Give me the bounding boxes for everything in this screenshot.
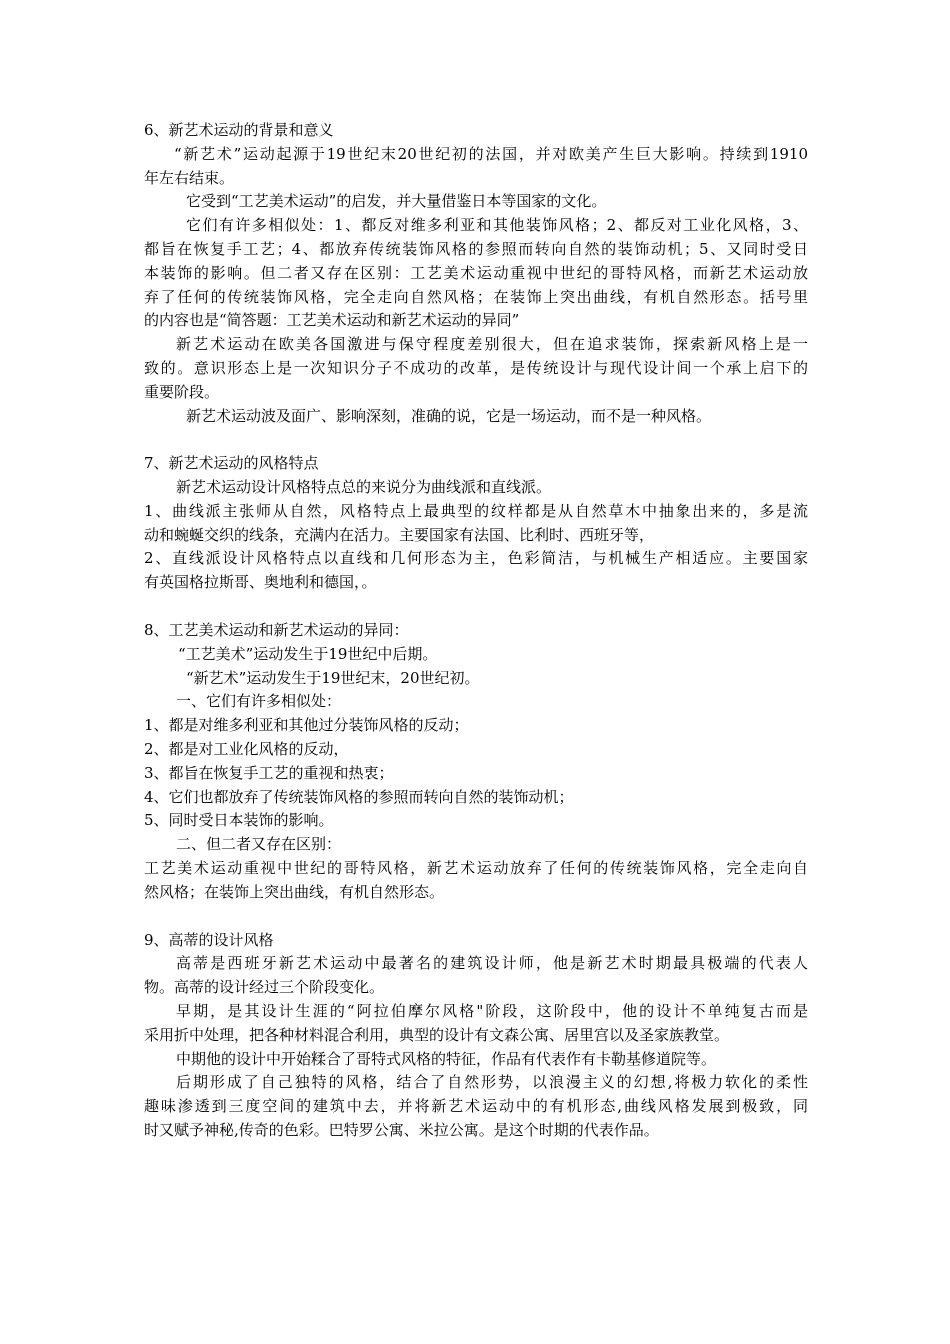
section-heading: 7、新艺术运动的风格特点 (144, 454, 319, 472)
paragraph-line: 1、曲线派主张师从自然，风格特点上最典型的纹样都是从自然草木中抽象出来的，多是流 (144, 502, 808, 520)
paragraph-line: 后期形成了自己独特的风格，结合了自然形势，以浪漫主义的幻想,将极力软化的柔性 (176, 1073, 808, 1091)
paragraph-line: 有英国格拉斯哥、奥地利和德国，。 (144, 573, 377, 591)
paragraph-line: 2、直线派设计风格特点以直线和几何形态为主，色彩简洁，与机械生产相适应。主要国家 (144, 549, 808, 567)
paragraph-line: 采用折中处理，把各种材料混合利用，典型的设计有文森公寓、居里宫以及圣家族教堂。 (144, 1026, 730, 1044)
paragraph-line: 弃了任何的传统装饰风格，完全走向自然风格；在装饰上突出曲线，有机自然形态。括号里 (144, 288, 808, 306)
paragraph-line: 都旨在恢复手工艺；4、都放弃传统装饰风格的参照而转向自然的装饰动机；5、又同时受日 (144, 240, 808, 258)
paragraph-line: “工艺美术”运动发生于19世纪中后期。 (178, 645, 438, 663)
paragraph-line: 致的。意识形态上是一次知识分子不成功的改革，是传统设计与现代设计间一个承上启下的 (144, 359, 808, 377)
section-heading: 8、工艺美术运动和新艺术运动的异同： (144, 621, 409, 639)
paragraph-line: 然风格；在装饰上突出曲线，有机自然形态。 (144, 883, 445, 901)
list-item: 4、它们也都放弃了传统装饰风格的参照而转向自然的装饰动机； (144, 788, 574, 806)
paragraph-line: 一、它们有许多相似处： (176, 692, 342, 710)
paragraph-line: 新艺术运动在欧美各国激进与保守程度差别很大，但在追求装饰，探索新风格上是一 (176, 335, 808, 353)
paragraph-line: 重要阶段。 (144, 383, 220, 401)
section-heading: 9、高蒂的设计风格 (144, 931, 274, 949)
paragraph-line: “新艺术”运动发生于19世纪末，20世纪初。 (186, 669, 480, 687)
paragraph-line: 新艺术运动设计风格特点总的来说分为曲线派和直线派。 (176, 478, 552, 496)
paragraph-line: 新艺术运动波及面广、影响深刻，准确的说，它是一场运动，而不是一种风格。 (186, 407, 712, 425)
paragraph-line: 趣味渗透到三度空间的建筑中去，并将新艺术运动中的有机形态,曲线风格发展到极致，同 (144, 1097, 808, 1115)
paragraph-line: 中期他的设计中开始糅合了哥特式风格的特征，作品有代表作有卡勒基修道院等。 (176, 1050, 717, 1068)
paragraph-line: 早期，是其设计生涯的“阿拉伯摩尔风格"阶段，这阶段中，他的设计不单纯复古而是 (176, 1002, 808, 1020)
paragraph-line: 时又赋予神秘,传奇的色彩。巴特罗公寓、米拉公寓。是这个时期的代表作品。 (144, 1121, 659, 1139)
list-item: 1、都是对维多利亚和其他过分装饰风格的反动； (144, 716, 469, 734)
list-item: 3、都旨在恢复手工艺的重视和热衷； (144, 764, 394, 782)
paragraph-line: 动和蜿蜒交织的线条，充满内在活力。主要国家有法国、比利时、西班牙等， (144, 526, 655, 544)
paragraph-line: 二、但二者又存在区别： (176, 835, 342, 853)
paragraph-line: 物。高蒂的设计经过三个阶段变化。 (144, 978, 385, 996)
list-item: 5、同时受日本装饰的影响。 (144, 811, 334, 829)
paragraph-line: 本装饰的影响。但二者又存在区别：工艺美术运动重视中世纪的哥特风格，而新艺术运动放 (144, 264, 808, 282)
paragraph-line: 它们有许多相似处：1、都反对维多利亚和其他装饰风格；2、都反对工业化风格，3、 (186, 216, 808, 234)
section-heading: 6、新艺术运动的背景和意义 (144, 121, 334, 139)
list-item: 2、都是对工业化风格的反动， (144, 740, 349, 758)
paragraph-line: 年左右结束。 (144, 169, 235, 187)
paragraph-line: 工艺美术运动重视中世纪的哥特风格，新艺术运动放弃了任何的传统装饰风格，完全走向自 (144, 859, 808, 877)
paragraph-line: “新艺术”运动起源于19世纪末20世纪初的法国，并对欧美产生巨大影响。持续到1910 (174, 145, 808, 163)
paragraph-line: 的内容也是“简答题：工艺美术运动和新艺术运动的异同” (144, 311, 520, 329)
paragraph-line: 它受到“工艺美术运动”的启发，并大量借鉴日本等国家的文化。 (186, 192, 607, 210)
paragraph-line: 高蒂是西班牙新艺术运动中最著名的建筑设计师，他是新艺术时期最具极端的代表人 (176, 954, 808, 972)
